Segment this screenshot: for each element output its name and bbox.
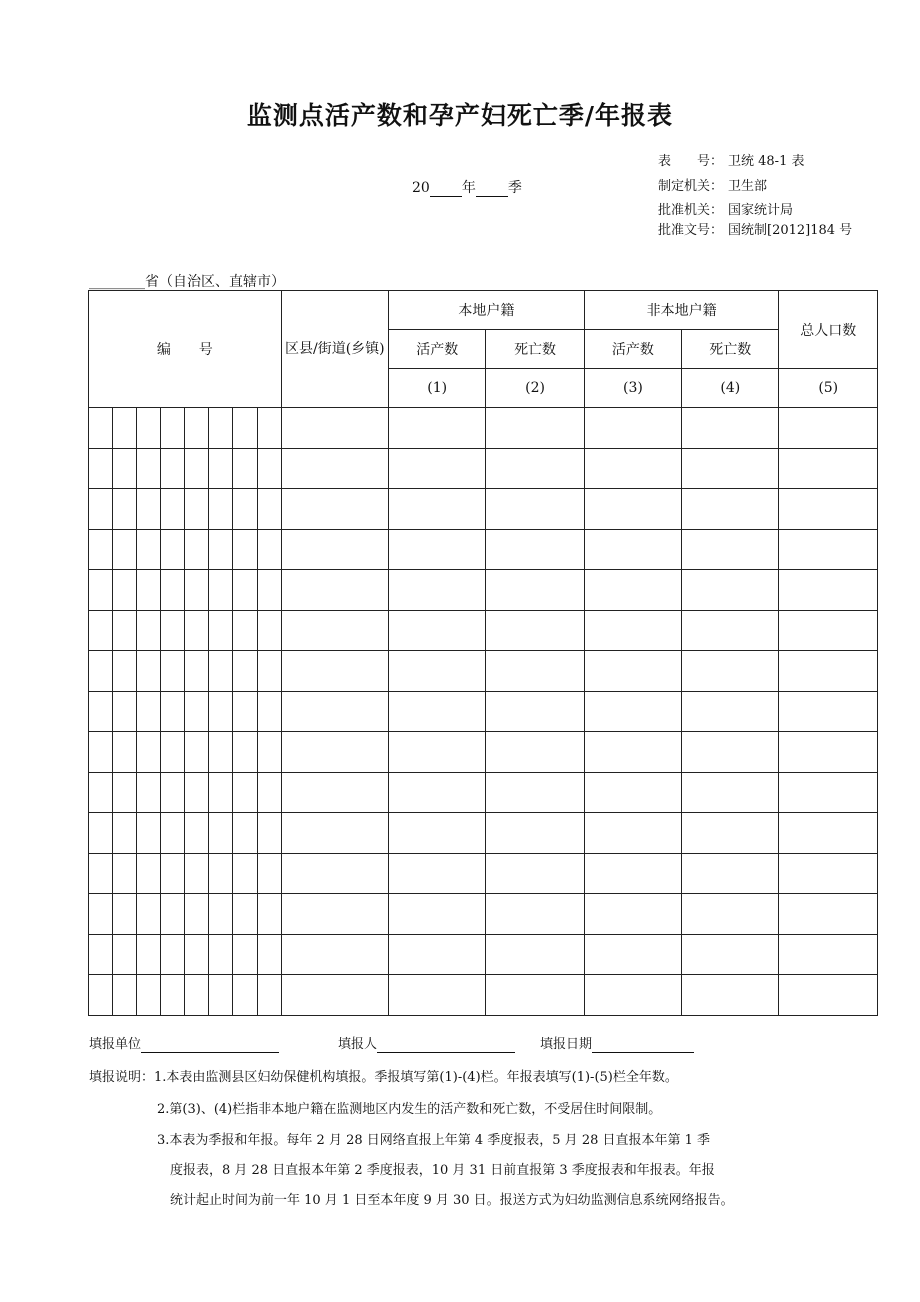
data-cell[interactable] xyxy=(584,448,681,489)
code-digit-cell[interactable] xyxy=(257,529,281,570)
data-cell[interactable] xyxy=(486,813,584,854)
code-digit-cell[interactable] xyxy=(185,732,209,773)
code-digit-cell[interactable] xyxy=(161,651,185,692)
table-row xyxy=(89,934,878,975)
table-row xyxy=(89,570,878,611)
code-digit-cell[interactable] xyxy=(161,691,185,732)
code-digit-cell[interactable] xyxy=(89,651,113,692)
table-row xyxy=(89,894,878,935)
notes-label: 填报说明： xyxy=(89,1070,155,1085)
quarter-label: 季 xyxy=(507,180,522,196)
data-cell[interactable] xyxy=(281,691,388,732)
code-digit-cell[interactable] xyxy=(185,772,209,813)
code-digit-cell[interactable] xyxy=(113,448,137,489)
code-digit-cell[interactable] xyxy=(257,610,281,651)
code-digit-cell[interactable] xyxy=(113,570,137,611)
data-cell[interactable] xyxy=(584,975,681,1016)
data-cell[interactable] xyxy=(584,610,681,651)
data-cell[interactable] xyxy=(486,610,584,651)
code-digit-cell[interactable] xyxy=(161,934,185,975)
code-digit-cell[interactable] xyxy=(257,408,281,449)
header-nonlocal-live-births: 活产数 xyxy=(584,330,681,369)
header-col-number: (3) xyxy=(584,369,681,408)
meta-key: 批准文号： xyxy=(658,223,724,238)
data-cell[interactable] xyxy=(584,894,681,935)
code-digit-cell[interactable] xyxy=(89,408,113,449)
code-digit-cell[interactable] xyxy=(233,853,257,894)
code-digit-cell[interactable] xyxy=(137,732,161,773)
code-digit-cell[interactable] xyxy=(161,772,185,813)
code-digit-cell[interactable] xyxy=(137,408,161,449)
data-cell[interactable] xyxy=(281,975,388,1016)
header-code: 编 号 xyxy=(89,291,282,408)
quarter-blank[interactable] xyxy=(476,180,508,197)
data-cell[interactable] xyxy=(389,408,486,449)
meta-approval-number xyxy=(658,219,852,238)
table-row xyxy=(89,448,878,489)
data-cell[interactable] xyxy=(682,570,779,611)
code-digit-cell[interactable] xyxy=(185,448,209,489)
code-digit-cell[interactable] xyxy=(257,813,281,854)
code-digit-cell[interactable] xyxy=(209,732,233,773)
table-row xyxy=(89,813,878,854)
code-digit-cell[interactable] xyxy=(257,732,281,773)
report-period xyxy=(412,177,522,197)
data-cell[interactable] xyxy=(389,448,486,489)
table-row xyxy=(89,529,878,570)
code-digit-cell[interactable] xyxy=(257,975,281,1016)
code-digit-cell[interactable] xyxy=(137,570,161,611)
code-digit-cell[interactable] xyxy=(233,448,257,489)
data-cell[interactable] xyxy=(486,934,584,975)
meta-value: 卫统 48-1 表 xyxy=(728,154,805,169)
data-cell[interactable] xyxy=(779,651,878,692)
code-digit-cell[interactable] xyxy=(113,691,137,732)
data-cell[interactable] xyxy=(389,489,486,530)
header-district: 区县/街道(乡镇) xyxy=(281,291,388,408)
code-digit-cell[interactable] xyxy=(257,691,281,732)
code-digit-cell[interactable] xyxy=(209,408,233,449)
fill-unit-label: 填报单位 xyxy=(89,1037,142,1052)
code-digit-cell[interactable] xyxy=(113,529,137,570)
data-cell[interactable] xyxy=(779,529,878,570)
code-digit-cell[interactable] xyxy=(113,651,137,692)
code-digit-cell[interactable] xyxy=(185,610,209,651)
code-digit-cell[interactable] xyxy=(209,853,233,894)
data-cell[interactable] xyxy=(584,651,681,692)
fill-date-blank[interactable] xyxy=(592,1037,694,1053)
code-digit-cell[interactable] xyxy=(113,489,137,530)
code-digit-cell[interactable] xyxy=(89,975,113,1016)
data-cell[interactable] xyxy=(281,489,388,530)
data-cell[interactable] xyxy=(584,934,681,975)
header-total-population: 总人口数 xyxy=(779,291,878,369)
code-digit-cell[interactable] xyxy=(257,934,281,975)
code-digit-cell[interactable] xyxy=(257,772,281,813)
table-row xyxy=(89,772,878,813)
data-cell[interactable] xyxy=(584,489,681,530)
data-cell[interactable] xyxy=(281,732,388,773)
meta-issuer xyxy=(658,175,767,194)
province-label: 省（自治区、直辖市） xyxy=(145,274,285,290)
code-digit-cell[interactable] xyxy=(185,529,209,570)
data-cell[interactable] xyxy=(389,934,486,975)
data-cell[interactable] xyxy=(779,408,878,449)
fill-person-blank[interactable] xyxy=(377,1037,515,1053)
data-cell[interactable] xyxy=(584,772,681,813)
code-digit-cell[interactable] xyxy=(89,732,113,773)
data-cell[interactable] xyxy=(779,570,878,611)
data-cell[interactable] xyxy=(389,732,486,773)
code-digit-cell[interactable] xyxy=(185,651,209,692)
data-cell[interactable] xyxy=(779,610,878,651)
fill-person-label: 填报人 xyxy=(338,1037,378,1052)
code-digit-cell[interactable] xyxy=(185,691,209,732)
data-cell[interactable] xyxy=(486,408,584,449)
data-cell[interactable] xyxy=(682,813,779,854)
code-digit-cell[interactable] xyxy=(89,894,113,935)
data-cell[interactable] xyxy=(281,570,388,611)
header-local-deaths: 死亡数 xyxy=(486,330,584,369)
fill-person xyxy=(338,1033,515,1053)
fill-unit-blank[interactable] xyxy=(141,1037,279,1053)
data-cell[interactable] xyxy=(281,651,388,692)
code-digit-cell[interactable] xyxy=(209,610,233,651)
data-cell[interactable] xyxy=(682,894,779,935)
code-digit-cell[interactable] xyxy=(161,489,185,530)
header-local-live-births: 活产数 xyxy=(389,330,486,369)
code-digit-cell[interactable] xyxy=(137,934,161,975)
code-digit-cell[interactable] xyxy=(233,651,257,692)
fill-unit xyxy=(89,1033,279,1053)
data-cell[interactable] xyxy=(389,529,486,570)
data-cell[interactable] xyxy=(682,448,779,489)
code-digit-cell[interactable] xyxy=(161,975,185,1016)
province-line xyxy=(89,271,285,291)
table-row xyxy=(89,853,878,894)
data-cell[interactable] xyxy=(389,813,486,854)
data-cell[interactable] xyxy=(486,448,584,489)
meta-value: 国家统计局 xyxy=(728,203,794,218)
data-cell[interactable] xyxy=(682,651,779,692)
data-cell[interactable] xyxy=(779,489,878,530)
data-cell[interactable] xyxy=(486,772,584,813)
code-digit-cell[interactable] xyxy=(233,529,257,570)
code-digit-cell[interactable] xyxy=(161,853,185,894)
data-cell[interactable] xyxy=(281,610,388,651)
code-digit-cell[interactable] xyxy=(209,691,233,732)
data-cell[interactable] xyxy=(281,772,388,813)
table-row xyxy=(89,651,878,692)
code-digit-cell[interactable] xyxy=(113,894,137,935)
data-cell[interactable] xyxy=(779,772,878,813)
data-cell[interactable] xyxy=(281,408,388,449)
data-cell[interactable] xyxy=(584,570,681,611)
data-cell[interactable] xyxy=(281,853,388,894)
code-digit-cell[interactable] xyxy=(137,772,161,813)
code-digit-cell[interactable] xyxy=(185,894,209,935)
code-digit-cell[interactable] xyxy=(209,772,233,813)
notes-line-3a: 3.本表为季报和年报。每年 2 月 28 日网络直报上年第 4 季度报表，5 月 28 日直报本年第 1 季 xyxy=(157,1133,711,1148)
code-digit-cell[interactable] xyxy=(137,651,161,692)
code-digit-cell[interactable] xyxy=(161,732,185,773)
code-digit-cell[interactable] xyxy=(89,813,113,854)
code-digit-cell[interactable] xyxy=(257,651,281,692)
data-cell[interactable] xyxy=(584,853,681,894)
code-digit-cell[interactable] xyxy=(113,408,137,449)
code-digit-cell[interactable] xyxy=(185,489,209,530)
year-label: 年 xyxy=(461,180,476,196)
data-cell[interactable] xyxy=(682,853,779,894)
code-digit-cell[interactable] xyxy=(209,813,233,854)
data-cell[interactable] xyxy=(486,691,584,732)
header-local: 本地户籍 xyxy=(389,291,585,330)
fill-date xyxy=(540,1033,694,1053)
report-table xyxy=(88,290,878,1016)
code-digit-cell[interactable] xyxy=(89,772,113,813)
code-digit-cell[interactable] xyxy=(137,610,161,651)
code-digit-cell[interactable] xyxy=(113,934,137,975)
code-digit-cell[interactable] xyxy=(257,570,281,611)
data-cell[interactable] xyxy=(584,529,681,570)
code-digit-cell[interactable] xyxy=(209,570,233,611)
header-col-number: (2) xyxy=(486,369,584,408)
code-digit-cell[interactable] xyxy=(233,934,257,975)
data-cell[interactable] xyxy=(682,772,779,813)
data-cell[interactable] xyxy=(584,691,681,732)
data-cell[interactable] xyxy=(779,448,878,489)
data-cell[interactable] xyxy=(281,813,388,854)
data-cell[interactable] xyxy=(486,732,584,773)
header-nonlocal-deaths: 死亡数 xyxy=(682,330,779,369)
code-digit-cell[interactable] xyxy=(89,570,113,611)
data-cell[interactable] xyxy=(486,529,584,570)
data-cell[interactable] xyxy=(682,732,779,773)
code-digit-cell[interactable] xyxy=(113,732,137,773)
code-digit-cell[interactable] xyxy=(113,772,137,813)
code-digit-cell[interactable] xyxy=(89,610,113,651)
code-digit-cell[interactable] xyxy=(233,489,257,530)
year-blank[interactable] xyxy=(430,180,462,197)
data-cell[interactable] xyxy=(389,570,486,611)
table-row xyxy=(89,975,878,1016)
code-digit-cell[interactable] xyxy=(185,934,209,975)
data-cell[interactable] xyxy=(281,529,388,570)
data-cell[interactable] xyxy=(779,732,878,773)
code-digit-cell[interactable] xyxy=(209,529,233,570)
data-cell[interactable] xyxy=(779,813,878,854)
code-digit-cell[interactable] xyxy=(233,570,257,611)
notes-line-2: 2.第(3)、(4)栏指非本地户籍在监测地区内发生的活产数和死亡数，不受居住时间限制。 xyxy=(157,1102,662,1117)
notes-line-1 xyxy=(89,1066,678,1085)
code-digit-cell[interactable] xyxy=(257,894,281,935)
data-cell[interactable] xyxy=(389,610,486,651)
code-digit-cell[interactable] xyxy=(161,529,185,570)
data-cell[interactable] xyxy=(779,894,878,935)
code-digit-cell[interactable] xyxy=(185,853,209,894)
code-digit-cell[interactable] xyxy=(137,448,161,489)
period-prefix: 20 xyxy=(412,180,430,196)
code-digit-cell[interactable] xyxy=(137,489,161,530)
data-cell[interactable] xyxy=(584,408,681,449)
code-digit-cell[interactable] xyxy=(257,489,281,530)
meta-key: 制定机关： xyxy=(658,179,724,194)
province-blank[interactable]: ________ xyxy=(89,274,145,290)
code-digit-cell[interactable] xyxy=(89,529,113,570)
notes-line-3b: 度报表，8 月 28 日直报本年第 2 季度报表，10 月 31 日前直报第 3 季度报表和年报表。年报 xyxy=(170,1163,715,1178)
data-cell[interactable] xyxy=(486,489,584,530)
code-digit-cell[interactable] xyxy=(233,772,257,813)
code-digit-cell[interactable] xyxy=(233,408,257,449)
code-digit-cell[interactable] xyxy=(185,975,209,1016)
data-cell[interactable] xyxy=(389,651,486,692)
code-digit-cell[interactable] xyxy=(161,448,185,489)
table-row xyxy=(89,408,878,449)
data-cell[interactable] xyxy=(486,651,584,692)
data-cell[interactable] xyxy=(682,975,779,1016)
table-row xyxy=(89,732,878,773)
code-digit-cell[interactable] xyxy=(89,691,113,732)
data-cell[interactable] xyxy=(682,691,779,732)
code-digit-cell[interactable] xyxy=(209,894,233,935)
data-cell[interactable] xyxy=(779,691,878,732)
code-digit-cell[interactable] xyxy=(161,570,185,611)
data-cell[interactable] xyxy=(486,853,584,894)
code-digit-cell[interactable] xyxy=(137,529,161,570)
table-row xyxy=(89,610,878,651)
meta-value: 国统制[2012]184 号 xyxy=(728,223,853,238)
meta-approver xyxy=(658,199,793,218)
header-col-number: (5) xyxy=(779,369,878,408)
data-cell[interactable] xyxy=(389,853,486,894)
meta-key: 批准机关： xyxy=(658,203,724,218)
data-cell[interactable] xyxy=(779,975,878,1016)
code-digit-cell[interactable] xyxy=(209,489,233,530)
code-digit-cell[interactable] xyxy=(209,934,233,975)
code-digit-cell[interactable] xyxy=(89,489,113,530)
data-cell[interactable] xyxy=(779,934,878,975)
code-digit-cell[interactable] xyxy=(233,610,257,651)
data-cell[interactable] xyxy=(682,489,779,530)
notes-line-3c: 统计起止时间为前一年 10 月 1 日至本年度 9 月 30 日。报送方式为妇幼监测信息系统网络报告。 xyxy=(170,1193,734,1208)
data-cell[interactable] xyxy=(682,610,779,651)
code-digit-cell[interactable] xyxy=(185,408,209,449)
data-cell[interactable] xyxy=(486,570,584,611)
code-digit-cell[interactable] xyxy=(161,813,185,854)
code-digit-cell[interactable] xyxy=(113,853,137,894)
code-digit-cell[interactable] xyxy=(209,651,233,692)
data-cell[interactable] xyxy=(682,529,779,570)
code-digit-cell[interactable] xyxy=(113,975,137,1016)
code-digit-cell[interactable] xyxy=(257,853,281,894)
code-digit-cell[interactable] xyxy=(113,813,137,854)
code-digit-cell[interactable] xyxy=(161,408,185,449)
data-cell[interactable] xyxy=(281,894,388,935)
data-cell[interactable] xyxy=(389,894,486,935)
code-digit-cell[interactable] xyxy=(89,934,113,975)
header-nonlocal: 非本地户籍 xyxy=(584,291,779,330)
page-title: 监测点活产数和孕产妇死亡季/年报表 xyxy=(246,101,674,130)
meta-form-number xyxy=(658,150,804,169)
code-digit-cell[interactable] xyxy=(137,975,161,1016)
data-cell[interactable] xyxy=(682,408,779,449)
code-digit-cell[interactable] xyxy=(113,610,137,651)
code-digit-cell[interactable] xyxy=(185,570,209,611)
data-cell[interactable] xyxy=(486,975,584,1016)
data-cell[interactable] xyxy=(389,975,486,1016)
code-digit-cell[interactable] xyxy=(233,975,257,1016)
fill-date-label: 填报日期 xyxy=(540,1037,593,1052)
code-digit-cell[interactable] xyxy=(233,691,257,732)
code-digit-cell[interactable] xyxy=(185,813,209,854)
code-digit-cell[interactable] xyxy=(137,813,161,854)
meta-key: 表 号： xyxy=(658,154,724,169)
data-cell[interactable] xyxy=(584,732,681,773)
code-digit-cell[interactable] xyxy=(137,894,161,935)
header-col-number: (1) xyxy=(389,369,486,408)
data-cell[interactable] xyxy=(779,853,878,894)
data-cell[interactable] xyxy=(389,691,486,732)
code-digit-cell[interactable] xyxy=(233,732,257,773)
table-row xyxy=(89,489,878,530)
code-digit-cell[interactable] xyxy=(209,975,233,1016)
header-col-number: (4) xyxy=(682,369,779,408)
code-digit-cell[interactable] xyxy=(233,894,257,935)
code-digit-cell[interactable] xyxy=(209,448,233,489)
data-cell[interactable] xyxy=(584,813,681,854)
code-digit-cell[interactable] xyxy=(137,853,161,894)
data-cell[interactable] xyxy=(389,772,486,813)
data-cell[interactable] xyxy=(281,934,388,975)
code-digit-cell[interactable] xyxy=(137,691,161,732)
data-cell[interactable] xyxy=(486,894,584,935)
code-digit-cell[interactable] xyxy=(233,813,257,854)
table-row xyxy=(89,691,878,732)
code-digit-cell[interactable] xyxy=(89,448,113,489)
data-cell[interactable] xyxy=(682,934,779,975)
code-digit-cell[interactable] xyxy=(161,894,185,935)
note-text: 1.本表由监测县区妇幼保健机构填报。季报填写第(1)-(4)栏。年报表填写(1)-(5)栏全年数。 xyxy=(154,1070,678,1085)
code-digit-cell[interactable] xyxy=(161,610,185,651)
code-digit-cell[interactable] xyxy=(257,448,281,489)
code-digit-cell[interactable] xyxy=(89,853,113,894)
meta-value: 卫生部 xyxy=(728,179,768,194)
data-cell[interactable] xyxy=(281,448,388,489)
